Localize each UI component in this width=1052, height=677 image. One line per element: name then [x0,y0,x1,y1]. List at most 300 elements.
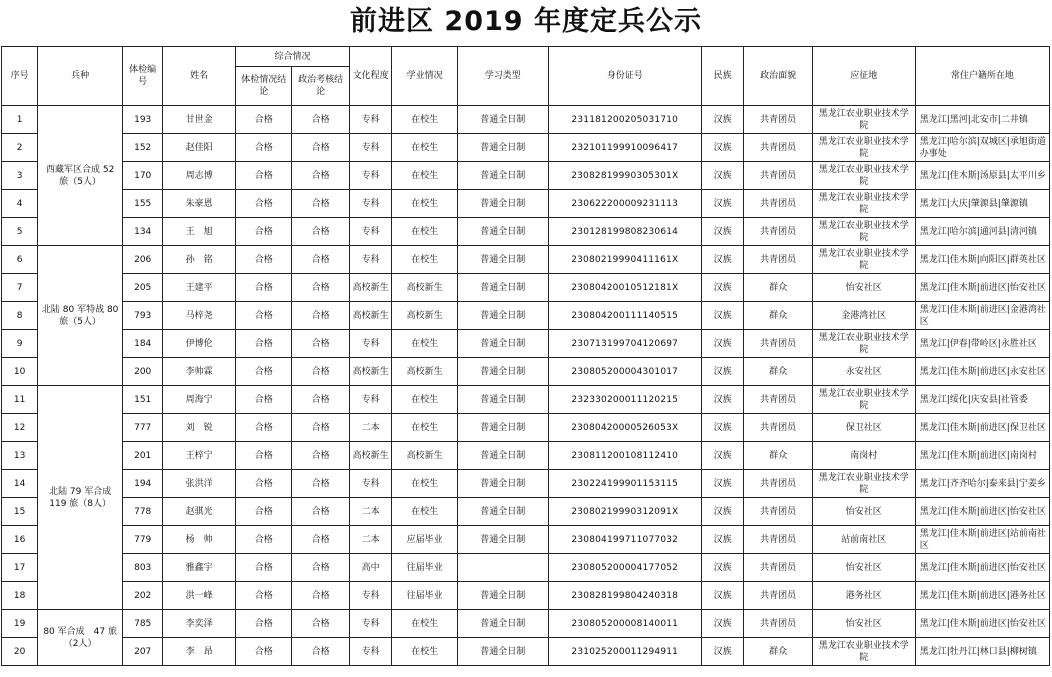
cell-political: 合格 [292,526,350,554]
cell-culture: 专科 [349,246,391,274]
cell-study-status: 往届毕业 [392,554,458,582]
cell-recruit-place: 黑龙江农业职业技术学院 [812,246,915,274]
cell-physical: 合格 [235,274,291,302]
cell-residence: 黑龙江|佳木斯|前进区|怡安社区 [915,610,1049,638]
cell-ethnicity: 汉族 [701,610,743,638]
table-body [2,106,1050,666]
cell-study-status: 在校生 [392,330,458,358]
cell-residence: 黑龙江|伊春|带岭区|永胜社区 [915,330,1049,358]
cell-residence: 黑龙江|佳木斯|前进区|南岗村 [915,442,1049,470]
cell-exam-no: 777 [123,414,163,442]
cell-study-status: 在校生 [392,498,458,526]
cell-id-no: 230622200009231113 [548,190,701,218]
cell-political-status: 共青团员 [744,162,813,190]
cell-residence: 黑龙江|佳木斯|前进区|站前南社区 [915,526,1049,554]
cell-study-type: 普通全日制 [457,162,548,190]
cell-residence: 黑龙江|佳木斯|前进区|怡安社区 [915,554,1049,582]
cell-culture: 高校新生 [349,274,391,302]
cell-branch: 北陆 79 军合成 119 旅（8人） [38,386,123,610]
cell-political-status: 群众 [744,442,813,470]
cell-exam-no: 778 [123,498,163,526]
cell-recruit-place: 永安社区 [812,358,915,386]
cell-branch: 北陆 80 军特战 80 旅（5人） [38,246,123,386]
cell-name: 雅鑫宇 [163,554,236,582]
cell-study-status: 在校生 [392,246,458,274]
cell-residence: 黑龙江|佳木斯|汤原县|太平川乡 [915,162,1049,190]
cell-physical: 合格 [235,498,291,526]
header-branch: 兵种 [38,47,123,106]
cell-ethnicity: 汉族 [701,330,743,358]
cell-political-status: 共青团员 [744,582,813,610]
table-row [2,274,1050,302]
cell-name: 洪一峰 [163,582,236,610]
cell-political-status: 共青团员 [744,106,813,134]
cell-study-type: 普通全日制 [457,638,548,666]
cell-political: 合格 [292,358,350,386]
cell-id-no: 230804199711077032 [548,526,701,554]
cell-physical: 合格 [235,610,291,638]
cell-political-status: 共青团员 [744,610,813,638]
cell-political: 合格 [292,414,350,442]
cell-exam-no: 793 [123,302,163,330]
cell-name: 王梓宁 [163,442,236,470]
cell-political-status: 群众 [744,302,813,330]
cell-seq: 13 [2,442,38,470]
cell-study-type: 普通全日制 [457,106,548,134]
cell-recruit-place: 怡安社区 [812,498,915,526]
cell-name: 朱豪恩 [163,190,236,218]
cell-study-type: 普通全日制 [457,386,548,414]
cell-study-type: 普通全日制 [457,582,548,610]
table-row [2,330,1050,358]
cell-ethnicity: 汉族 [701,134,743,162]
cell-culture: 专科 [349,162,391,190]
cell-culture: 专科 [349,638,391,666]
cell-political: 合格 [292,134,350,162]
cell-recruit-place: 黑龙江农业职业技术学院 [812,330,915,358]
cell-name: 王 旭 [163,218,236,246]
header-residence: 常住户籍所在地 [915,47,1049,106]
cell-exam-no: 170 [123,162,163,190]
cell-ethnicity: 汉族 [701,190,743,218]
cell-physical: 合格 [235,470,291,498]
cell-exam-no: 151 [123,386,163,414]
cell-study-type: 普通全日制 [457,358,548,386]
cell-recruit-place: 金港湾社区 [812,302,915,330]
cell-ethnicity: 汉族 [701,582,743,610]
cell-residence: 黑龙江|黑河|北安市|二井镇 [915,106,1049,134]
cell-seq: 5 [2,218,38,246]
cell-residence: 黑龙江|绥化|庆安县|社管委 [915,386,1049,414]
cell-political-status: 共青团员 [744,134,813,162]
cell-name: 赵骐光 [163,498,236,526]
cell-culture: 高校新生 [349,358,391,386]
header-overall: 综合情况 [235,47,349,67]
cell-ethnicity: 汉族 [701,162,743,190]
cell-recruit-place: 黑龙江农业职业技术学院 [812,190,915,218]
cell-political: 合格 [292,470,350,498]
cell-physical: 合格 [235,246,291,274]
cell-seq: 9 [2,330,38,358]
table-row [2,582,1050,610]
cell-recruit-place: 黑龙江农业职业技术学院 [812,218,915,246]
cell-political: 合格 [292,274,350,302]
cell-culture: 专科 [349,610,391,638]
cell-physical: 合格 [235,582,291,610]
cell-culture: 高中 [349,554,391,582]
cell-exam-no: 207 [123,638,163,666]
cell-study-status: 在校生 [392,610,458,638]
cell-political: 合格 [292,246,350,274]
cell-exam-no: 200 [123,358,163,386]
cell-physical: 合格 [235,330,291,358]
cell-exam-no: 194 [123,470,163,498]
cell-study-type: 普通全日制 [457,610,548,638]
cell-seq: 11 [2,386,38,414]
table-row [2,414,1050,442]
cell-ethnicity: 汉族 [701,358,743,386]
cell-culture: 专科 [349,582,391,610]
cell-study-status: 高校新生 [392,442,458,470]
cell-id-no: 232330200011120215 [548,386,701,414]
cell-name: 周志博 [163,162,236,190]
table-row [2,358,1050,386]
cell-study-status: 高校新生 [392,302,458,330]
cell-seq: 2 [2,134,38,162]
cell-residence: 黑龙江|齐齐哈尔|泰来县|宁姜乡 [915,470,1049,498]
cell-residence: 黑龙江|佳木斯|前进区|永安社区 [915,358,1049,386]
cell-name: 马梓尧 [163,302,236,330]
cell-recruit-place: 黑龙江农业职业技术学院 [812,386,915,414]
cell-ethnicity: 汉族 [701,218,743,246]
cell-residence: 黑龙江|佳木斯|前进区|怡安社区 [915,498,1049,526]
cell-name: 孙 铭 [163,246,236,274]
header-culture: 文化程度 [349,47,391,106]
page-title: 前进区 2019 年度定兵公示 [350,6,702,37]
cell-study-status: 在校生 [392,414,458,442]
cell-id-no: 231025200011294911 [548,638,701,666]
cell-recruit-place: 怡安社区 [812,274,915,302]
cell-exam-no: 205 [123,274,163,302]
cell-seq: 14 [2,470,38,498]
cell-political-status: 共青团员 [744,554,813,582]
conscription-table [1,46,1050,666]
cell-political-status: 共青团员 [744,526,813,554]
table-row [2,190,1050,218]
cell-seq: 7 [2,274,38,302]
cell-id-no: 230804200111140515 [548,302,701,330]
cell-id-no: 23080219990411161X [548,246,701,274]
table-row [2,218,1050,246]
cell-id-no: 231181200205031710 [548,106,701,134]
cell-culture: 专科 [349,470,391,498]
cell-culture: 二本 [349,498,391,526]
cell-name: 杨 帅 [163,526,236,554]
cell-residence: 黑龙江|佳木斯|前进区|港务社区 [915,582,1049,610]
cell-residence: 黑龙江|佳木斯|前进区|金港湾社区 [915,302,1049,330]
cell-culture: 专科 [349,190,391,218]
cell-study-type [457,554,548,582]
cell-id-no: 23082819990305301X [548,162,701,190]
cell-name: 刘 锐 [163,414,236,442]
cell-political: 合格 [292,582,350,610]
cell-political-status: 共青团员 [744,414,813,442]
cell-political-status: 共青团员 [744,386,813,414]
cell-seq: 4 [2,190,38,218]
cell-study-status: 在校生 [392,386,458,414]
cell-branch: 80 军合成 47 旅（2人） [38,610,123,666]
cell-physical: 合格 [235,442,291,470]
cell-political: 合格 [292,610,350,638]
cell-political-status: 群众 [744,638,813,666]
cell-exam-no: 785 [123,610,163,638]
cell-seq: 3 [2,162,38,190]
table-row [2,134,1050,162]
cell-political: 合格 [292,330,350,358]
cell-political: 合格 [292,162,350,190]
table-row [2,526,1050,554]
cell-physical: 合格 [235,190,291,218]
cell-study-status: 在校生 [392,218,458,246]
cell-residence: 黑龙江|佳木斯|向阳区|群英社区 [915,246,1049,274]
cell-study-status: 往届毕业 [392,582,458,610]
cell-name: 张洪洋 [163,470,236,498]
cell-residence: 黑龙江|牡丹江|林口县|柳树镇 [915,638,1049,666]
cell-seq: 15 [2,498,38,526]
cell-physical: 合格 [235,414,291,442]
cell-id-no: 230224199901153115 [548,470,701,498]
cell-study-type: 普通全日制 [457,330,548,358]
header-name: 姓名 [163,47,236,106]
cell-study-status: 在校生 [392,134,458,162]
cell-physical: 合格 [235,106,291,134]
cell-name: 伊博伦 [163,330,236,358]
cell-seq: 16 [2,526,38,554]
cell-study-type: 普通全日制 [457,498,548,526]
cell-branch: 西藏军区合成 52 旅（5人） [38,106,123,246]
cell-political-status: 共青团员 [744,218,813,246]
cell-id-no: 23080420000526053X [548,414,701,442]
cell-study-status: 在校生 [392,162,458,190]
cell-political: 合格 [292,302,350,330]
cell-culture: 专科 [349,218,391,246]
cell-recruit-place: 怡安社区 [812,554,915,582]
cell-ethnicity: 汉族 [701,498,743,526]
cell-residence: 黑龙江|哈尔滨|通河县|清河镇 [915,218,1049,246]
cell-recruit-place: 南岗村 [812,442,915,470]
cell-exam-no: 202 [123,582,163,610]
cell-study-type: 普通全日制 [457,134,548,162]
cell-seq: 20 [2,638,38,666]
header-political: 政治考核结论 [292,67,350,106]
table-row [2,470,1050,498]
cell-seq: 18 [2,582,38,610]
cell-political: 合格 [292,442,350,470]
table-row [2,302,1050,330]
cell-ethnicity: 汉族 [701,302,743,330]
table-row [2,610,1050,638]
cell-ethnicity: 汉族 [701,246,743,274]
cell-exam-no: 803 [123,554,163,582]
header-ethnicity: 民族 [701,47,743,106]
cell-name: 李 昂 [163,638,236,666]
header-recruit-place: 应征地 [812,47,915,106]
cell-physical: 合格 [235,162,291,190]
cell-seq: 10 [2,358,38,386]
cell-culture: 专科 [349,330,391,358]
table-row [2,246,1050,274]
header-study-status: 学业情况 [392,47,458,106]
cell-seq: 17 [2,554,38,582]
cell-name: 李奕泽 [163,610,236,638]
cell-id-no: 230805200004301017 [548,358,701,386]
table-row [2,386,1050,414]
cell-exam-no: 184 [123,330,163,358]
table-row [2,638,1050,666]
cell-ethnicity: 汉族 [701,386,743,414]
cell-physical: 合格 [235,302,291,330]
cell-recruit-place: 黑龙江农业职业技术学院 [812,134,915,162]
cell-name: 甘世金 [163,106,236,134]
cell-seq: 6 [2,246,38,274]
cell-political: 合格 [292,638,350,666]
cell-study-type: 普通全日制 [457,442,548,470]
cell-political: 合格 [292,218,350,246]
cell-exam-no: 152 [123,134,163,162]
cell-study-status: 应届毕业 [392,526,458,554]
cell-ethnicity: 汉族 [701,442,743,470]
header-seq: 序号 [2,47,38,106]
cell-residence: 黑龙江|佳木斯|前进区|怡安社区 [915,274,1049,302]
cell-exam-no: 206 [123,246,163,274]
cell-exam-no: 201 [123,442,163,470]
header-political-status: 政治面貌 [744,47,813,106]
cell-residence: 黑龙江|佳木斯|前进区|保卫社区 [915,414,1049,442]
cell-political-status: 共青团员 [744,470,813,498]
cell-study-type: 普通全日制 [457,526,548,554]
cell-seq: 12 [2,414,38,442]
header-physical: 体检情况结论 [235,67,291,106]
cell-name: 王建平 [163,274,236,302]
cell-ethnicity: 汉族 [701,414,743,442]
cell-study-type: 普通全日制 [457,414,548,442]
cell-residence: 黑龙江|大庆|肇源县|肇源镇 [915,190,1049,218]
cell-name: 赵佳阳 [163,134,236,162]
cell-recruit-place: 保卫社区 [812,414,915,442]
cell-recruit-place: 怡安社区 [812,610,915,638]
cell-political: 合格 [292,106,350,134]
cell-physical: 合格 [235,134,291,162]
table-row [2,106,1050,134]
cell-recruit-place: 黑龙江农业职业技术学院 [812,106,915,134]
cell-study-type: 普通全日制 [457,302,548,330]
cell-political: 合格 [292,190,350,218]
cell-ethnicity: 汉族 [701,470,743,498]
cell-residence: 黑龙江|哈尔滨|双城区|承旭街道办事处 [915,134,1049,162]
table-row [2,554,1050,582]
cell-id-no: 23080219990312091X [548,498,701,526]
cell-culture: 专科 [349,106,391,134]
cell-physical: 合格 [235,526,291,554]
cell-exam-no: 193 [123,106,163,134]
cell-exam-no: 779 [123,526,163,554]
cell-culture: 二本 [349,414,391,442]
cell-id-no: 230805200004177052 [548,554,701,582]
cell-id-no: 232101199910096417 [548,134,701,162]
cell-ethnicity: 汉族 [701,274,743,302]
cell-ethnicity: 汉族 [701,106,743,134]
cell-physical: 合格 [235,358,291,386]
cell-study-type: 普通全日制 [457,246,548,274]
cell-id-no: 230128199808230614 [548,218,701,246]
cell-culture: 高校新生 [349,302,391,330]
cell-recruit-place: 黑龙江农业职业技术学院 [812,638,915,666]
cell-political: 合格 [292,386,350,414]
cell-culture: 专科 [349,134,391,162]
cell-political-status: 共青团员 [744,330,813,358]
cell-physical: 合格 [235,386,291,414]
cell-study-type: 普通全日制 [457,470,548,498]
cell-name: 李帅霖 [163,358,236,386]
cell-id-no: 23080420010512181X [548,274,701,302]
cell-study-status: 在校生 [392,638,458,666]
cell-recruit-place: 黑龙江农业职业技术学院 [812,162,915,190]
cell-political-status: 群众 [744,274,813,302]
cell-id-no: 230828199804240318 [548,582,701,610]
cell-exam-no: 134 [123,218,163,246]
cell-ethnicity: 汉族 [701,638,743,666]
cell-culture: 二本 [349,526,391,554]
cell-political: 合格 [292,498,350,526]
cell-recruit-place: 站前南社区 [812,526,915,554]
cell-study-status: 在校生 [392,470,458,498]
cell-political-status: 共青团员 [744,190,813,218]
header-id-no: 身份证号 [548,47,701,106]
cell-study-status: 高校新生 [392,358,458,386]
cell-seq: 8 [2,302,38,330]
cell-study-status: 在校生 [392,106,458,134]
table-row [2,162,1050,190]
table-row [2,442,1050,470]
cell-physical: 合格 [235,638,291,666]
cell-culture: 专科 [349,386,391,414]
cell-recruit-place: 黑龙江农业职业技术学院 [812,470,915,498]
cell-id-no: 230811200108112410 [548,442,701,470]
cell-physical: 合格 [235,554,291,582]
header-study-type: 学习类型 [457,47,548,106]
cell-culture: 高校新生 [349,442,391,470]
cell-id-no: 230805200008140011 [548,610,701,638]
cell-study-type: 普通全日制 [457,190,548,218]
cell-seq: 1 [2,106,38,134]
cell-recruit-place: 港务社区 [812,582,915,610]
cell-political-status: 群众 [744,358,813,386]
cell-study-type: 普通全日制 [457,218,548,246]
cell-ethnicity: 汉族 [701,554,743,582]
cell-political-status: 共青团员 [744,498,813,526]
table-row [2,498,1050,526]
cell-political: 合格 [292,554,350,582]
cell-study-status: 在校生 [392,190,458,218]
header-exam-no: 体检编号 [123,47,163,106]
cell-exam-no: 155 [123,190,163,218]
cell-political-status: 共青团员 [744,246,813,274]
cell-seq: 19 [2,610,38,638]
cell-name: 周海宁 [163,386,236,414]
cell-physical: 合格 [235,218,291,246]
cell-id-no: 230713199704120697 [548,330,701,358]
cell-study-type: 普通全日制 [457,274,548,302]
